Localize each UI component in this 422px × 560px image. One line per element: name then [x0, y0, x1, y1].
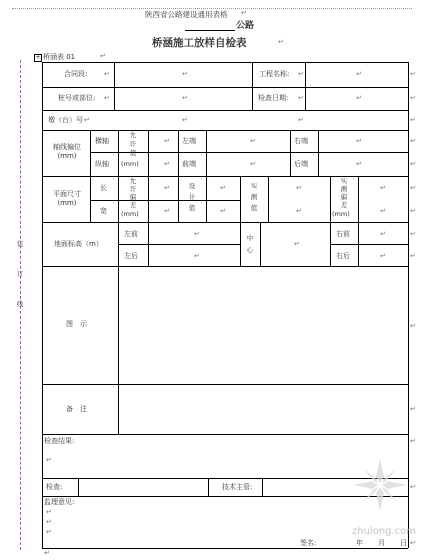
front-end-label: 前端: [182, 160, 196, 168]
binding-char-2: 订: [16, 270, 24, 278]
project-name-label: 工程名称:: [259, 70, 290, 78]
measured-dev-char-1: 实: [340, 177, 348, 185]
inspection-result-label: 检查结果:: [44, 437, 75, 445]
length-label: 长: [100, 184, 107, 192]
tech-supervisor-label: 技术主管:: [222, 483, 253, 491]
longitudinal-axis-label: 纵轴: [95, 160, 109, 168]
pier-abutment-label: 墩（台）号: [48, 116, 83, 124]
inspection-date-label: 检查日期:: [258, 94, 289, 102]
rear-end-label: 后端: [294, 160, 308, 168]
center-char-1: 中: [246, 234, 254, 242]
allowable-char-2: 许: [129, 140, 137, 148]
measured-dev-char-3: 偏: [340, 193, 348, 201]
highway-name-blank: [185, 30, 235, 31]
allowable-char-3: 值: [129, 149, 137, 157]
measured-char-1: 实: [250, 182, 258, 190]
header-rule: [12, 8, 412, 9]
dev-char-3: 偏: [129, 193, 137, 201]
design-char-1: 设: [188, 182, 196, 190]
inspector-label: 检查:: [46, 483, 63, 491]
measured-dev-char-4: 差: [340, 201, 348, 209]
right-front-label: 右前: [336, 230, 350, 238]
design-char-3: 值: [188, 204, 196, 212]
binding-char-1: 装: [16, 240, 24, 248]
agency-line: 陕西省公路建设通用表格: [145, 10, 228, 19]
month-label: 月: [378, 539, 385, 547]
watermark-text: zhulong.com: [352, 526, 417, 537]
day-label: 日: [400, 539, 407, 547]
left-rear-label: 左后: [124, 252, 138, 260]
width-label: 宽: [100, 207, 107, 215]
signature-label: 签名:: [300, 539, 317, 547]
dev-char-2: 许: [129, 185, 137, 193]
allowable-unit: (mm): [121, 160, 139, 168]
center-char-2: 心: [246, 246, 254, 254]
plan-size-label: 平面尺寸(mm): [53, 190, 81, 207]
measured-dev-char-2: 测: [340, 185, 348, 193]
axis-offset-label: 轴线偏位(mm): [53, 143, 81, 160]
measured-char-2: 测: [250, 193, 258, 201]
allowable-char-1: 允: [129, 131, 137, 139]
diagram-label: 图 示: [66, 320, 87, 328]
binding-char-3: 线: [16, 300, 24, 308]
measured-dev-unit: (mm): [332, 210, 350, 218]
form-number: 桥涵表 01: [43, 53, 76, 61]
supervision-opinion-label: 监理意见:: [44, 498, 75, 506]
left-front-label: 左前: [124, 230, 138, 238]
remarks-label: 备 注: [66, 405, 87, 413]
watermark-logo-icon: [350, 455, 410, 515]
year-label: 年: [356, 539, 363, 547]
lateral-axis-label: 横轴: [95, 137, 109, 145]
right-rear-label: 右后: [336, 252, 350, 260]
form-title: 桥涵施工放样自检表: [152, 37, 247, 49]
contract-section-label: 合同段:: [64, 70, 88, 78]
dev-unit: (mm): [121, 210, 139, 218]
design-char-2: 计: [188, 193, 196, 201]
table-anchor-icon: +: [35, 54, 41, 61]
dev-char-1: 允: [129, 177, 137, 185]
right-end-label: 右端: [294, 137, 308, 145]
left-end-label: 左端: [182, 137, 196, 145]
measured-char-3: 值: [250, 204, 258, 212]
ground-elevation-label: 地面标高（m）: [54, 240, 103, 248]
pile-part-label: 桩号或部位:: [58, 94, 96, 102]
highway-suffix: 公路: [236, 21, 255, 31]
dev-char-4: 差: [129, 201, 137, 209]
